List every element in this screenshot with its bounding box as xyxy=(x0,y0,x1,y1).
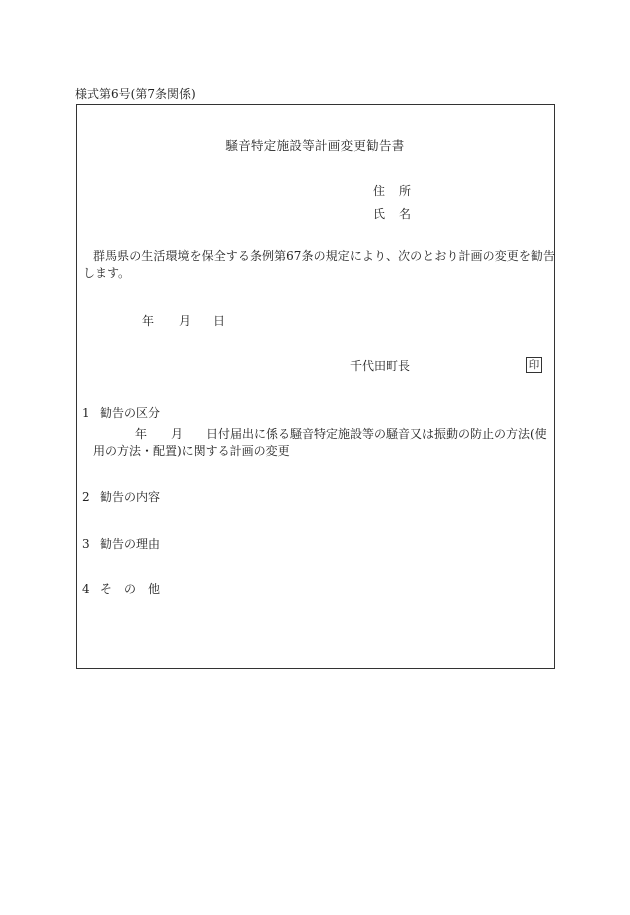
item-3-heading xyxy=(82,535,160,552)
item-1-month: 月 xyxy=(171,427,184,441)
item-3-number: 3 xyxy=(82,537,90,551)
seal-mark: 印 xyxy=(526,357,542,373)
item-4-number: 4 xyxy=(82,582,90,596)
item-3-title: 勧告の理由 xyxy=(100,537,161,551)
address-label xyxy=(373,182,411,199)
name-label-char-2: 名 xyxy=(399,207,412,221)
item-2-title: 勧告の内容 xyxy=(100,490,161,504)
item-1-detail xyxy=(93,426,551,460)
item-2-number: 2 xyxy=(82,490,90,504)
name-label-char-1: 氏 xyxy=(373,207,386,221)
item-2-heading xyxy=(82,488,160,505)
date-line xyxy=(142,312,225,329)
body-text: 群馬県の生活環境を保全する条例第67条の規定により、次のとおり計画の変更を勧告します。 xyxy=(83,249,555,280)
date-year: 年 xyxy=(142,314,155,328)
item-1-detail-line1: 日付届出に係る騒音特定施設等の騒音又は振動の防止の方法(使 xyxy=(206,427,547,441)
item-1-detail-line2: 用の方法・配置)に関する計画の変更 xyxy=(93,444,290,458)
issuer-name: 千代田町長 xyxy=(350,359,411,373)
name-label xyxy=(373,205,411,222)
item-1-number: 1 xyxy=(82,406,90,420)
form-number: 様式第6号(第7条関係) xyxy=(75,87,196,101)
item-1-title: 勧告の区分 xyxy=(100,406,161,420)
address-label-char-2: 所 xyxy=(399,184,412,198)
date-day: 日 xyxy=(213,314,226,328)
item-1-year: 年 xyxy=(135,427,148,441)
address-label-char-1: 住 xyxy=(373,184,386,198)
item-1-heading xyxy=(82,404,160,421)
item-4-heading xyxy=(82,580,160,597)
date-month: 月 xyxy=(179,314,192,328)
document-title: 騒音特定施設等計画変更勧告書 xyxy=(225,138,405,153)
item-4-title: そ の 他 xyxy=(100,582,161,596)
